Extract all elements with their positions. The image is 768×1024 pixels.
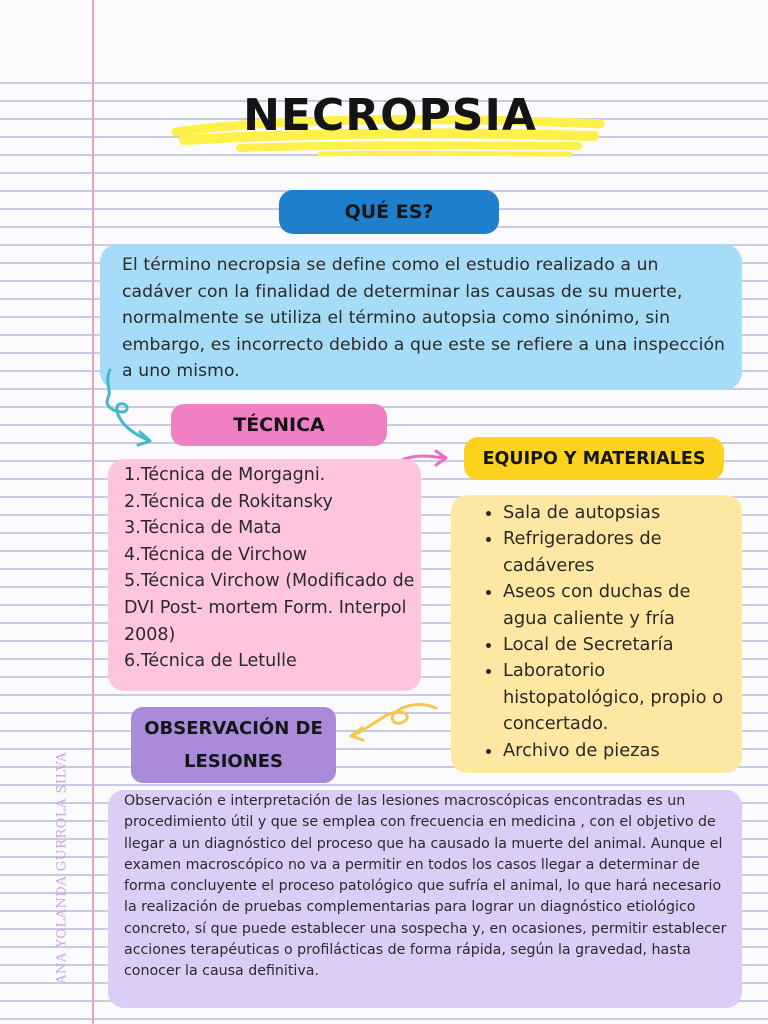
- tecnica-item: 3.Técnica de Mata: [124, 518, 282, 539]
- squiggle-arrow-teal: [100, 368, 170, 458]
- definition-text: El término necropsia se define como el estudio realizado a un cadáver con la finalidad de determinar las causas de su muerte, normalmente se utiliza el término autopsia como sinónimo, sin embargo, es incorrecto debido a que este se refiere a una inspección a uno mismo.: [122, 255, 726, 382]
- observacion-text: Observación e interpretación de las lesiones macroscópicas encontradas es un procedimiento útil y que se emplea con frecuencia en medicina , con el objetivo de llegar a un diagnóstico del proceso que ha causado la muerte del animal. Aunque el examen macroscópico no va a permitir en todos los casos llegar a determinar de forma concluyente el proceso patológico que sufría el animal, lo que hará necesario la realización de pruebas complementarias para lograr un diagnóstico etiológico concreto, sí que puede establecer una sospecha y, en ocasiones, permitir establecer acciones terapéuticas o profilácticas de forma rápida, según la gravedad, hasta conocer la causa definitiva.: [124, 793, 727, 980]
- equipo-box: [451, 495, 742, 773]
- equipo-item: • Refrigeradores de cadáveres: [503, 526, 734, 579]
- tecnica-item: 1.Técnica de Morgagni.: [124, 465, 326, 485]
- equipo-item: • Laboratorio histopatológico, propio o concertado.: [503, 658, 734, 737]
- equipo-item: • Sala de autopsias: [503, 500, 734, 526]
- tecnica-item: 2.Técnica de Rokitansky: [124, 491, 333, 512]
- equipo-item: • Local de Secretaría: [503, 632, 734, 658]
- notebook-margin-line: [92, 0, 94, 1024]
- tecnica-item: 4.Técnica de Virchow: [124, 544, 308, 565]
- tecnica-heading: TÉCNICA: [171, 404, 387, 446]
- tecnica-box: [108, 459, 421, 691]
- header-blank-area: [0, 0, 768, 70]
- definition-box: [100, 244, 742, 390]
- title-block: [170, 88, 610, 168]
- observacion-box: [108, 790, 742, 1008]
- equipo-list: [481, 500, 734, 764]
- page-title: NECROPSIA: [243, 90, 537, 141]
- equipo-item: • Archivo de piezas: [503, 738, 734, 764]
- tecnica-item: 6.Técnica de Letulle: [124, 651, 297, 672]
- equipo-item: • Aseos con duchas de agua caliente y fría: [503, 579, 734, 632]
- tecnica-item: 5.Técnica Virchow (Modificado de DVI Post- mortem Form. Interpol 2008): [124, 571, 415, 645]
- que-es-heading: QUÉ ES?: [279, 190, 499, 234]
- equipo-heading: EQUIPO Y MATERIALES: [464, 437, 724, 480]
- author-signature-text: ANA YOLANDA GURROLA SILVA: [54, 751, 70, 985]
- observacion-heading: OBSERVACIÓN DE LESIONES: [131, 707, 336, 783]
- squiggle-arrow-yellow: [346, 700, 446, 750]
